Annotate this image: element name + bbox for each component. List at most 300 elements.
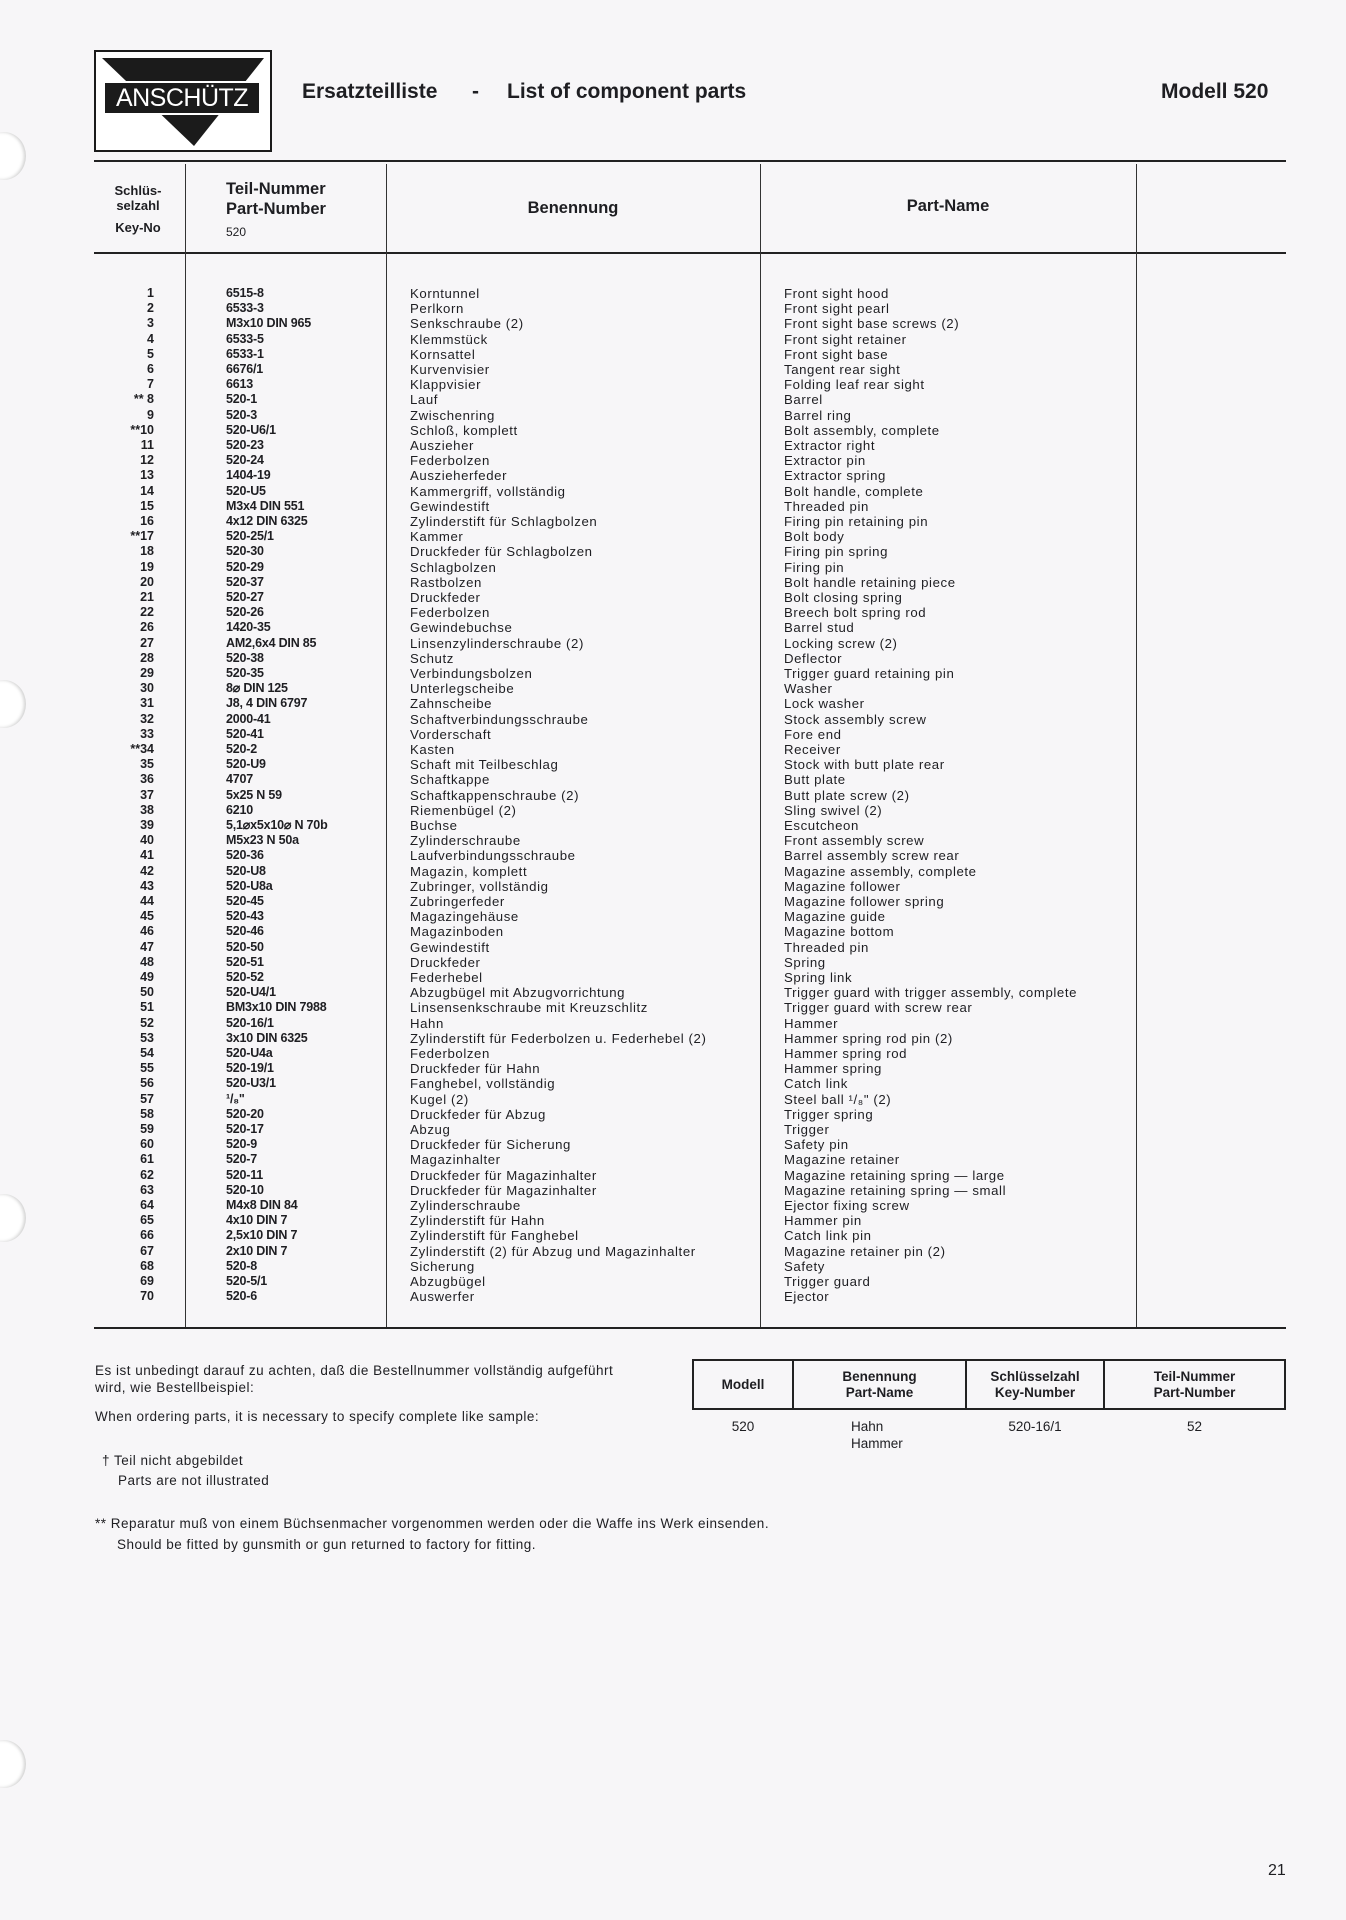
table-row (0, 651, 1346, 666)
row-key: 18 (140, 544, 154, 559)
page-number: 21 (1268, 1862, 1286, 1879)
table-row (0, 332, 1346, 347)
row-part-number: 520-19/1 (226, 1061, 274, 1076)
row-benennung: Klemmstück (410, 331, 488, 347)
row-part-number: 520-24 (226, 453, 264, 468)
row-benennung: Federhebel (410, 970, 483, 985)
row-benennung: Perlkorn (410, 301, 464, 317)
table-row (0, 468, 1346, 483)
row-part-number: 520-U6/1 (226, 422, 276, 437)
order-note-de: Es ist unbedingt darauf zu achten, daß die Bestellnummer vollständig aufgeführt wird, wie Bestellbeispiel: (95, 1363, 614, 1395)
row-part-number: 5,1⌀x5x10⌀ N 70b (226, 818, 328, 832)
table-row (0, 1183, 1346, 1198)
row-key: 64 (140, 1198, 154, 1212)
row-part-number: 520-35 (226, 666, 264, 680)
table-row (0, 1000, 1346, 1015)
table-row (0, 848, 1346, 863)
row-part-name: Safety pin (784, 1137, 849, 1153)
row-part-name: Front sight base screws (2) (784, 316, 960, 332)
row-part-name: Catch link (784, 1076, 848, 1092)
row-key: 15 (140, 498, 154, 513)
logo-text: ANSCHÜTZ (115, 84, 249, 112)
row-key: 32 (140, 711, 154, 726)
row-benennung: Schaftkappe (410, 772, 490, 788)
row-key: 38 (140, 802, 154, 817)
row-part-number: 520-8 (226, 1258, 257, 1273)
table-row (0, 286, 1346, 301)
sample-header-benennung (793, 1360, 966, 1409)
row-key: 48 (140, 954, 154, 969)
table-row (0, 1046, 1346, 1061)
row-part-name: Hammer spring (784, 1061, 882, 1077)
title-en: List of component parts (507, 80, 747, 103)
row-part-number: 520-51 (226, 954, 264, 969)
row-key: 69 (140, 1274, 154, 1288)
row-key: 36 (140, 772, 154, 787)
row-part-name: Firing pin spring (784, 544, 889, 560)
row-part-number: 520-10 (226, 1182, 264, 1197)
row-part-name: Bolt body (784, 529, 845, 545)
row-part-number: 1420-35 (226, 620, 271, 635)
row-benennung: Schaft mit Teilbeschlag (410, 757, 559, 773)
row-key: 19 (140, 559, 154, 574)
sample-modell: 520 (731, 1419, 755, 1434)
row-part-name: Butt plate screw (2) (784, 787, 910, 803)
row-key: 58 (140, 1106, 154, 1121)
row-benennung: Lauf (410, 392, 439, 408)
row-benennung: Gewindestift (410, 939, 490, 955)
row-benennung: Korntunnel (410, 286, 480, 301)
table-row (0, 985, 1346, 1000)
row-part-number: 520-9 (226, 1137, 257, 1152)
sample-header-key-en: Key-Number (994, 1384, 1076, 1400)
row-benennung: Druckfeder (410, 954, 481, 970)
row-part-name: Lock washer (784, 696, 865, 712)
row-benennung: Buchse (410, 818, 458, 833)
binder-hole (0, 132, 26, 180)
row-key: 57 (140, 1091, 154, 1106)
row-key: 2 (147, 301, 154, 316)
row-key: 60 (140, 1137, 154, 1152)
row-benennung: Sicherung (410, 1258, 475, 1274)
table-row (0, 529, 1346, 544)
table-row (0, 1213, 1346, 1228)
row-key: ** 8 (133, 392, 154, 407)
row-benennung: Auszieherfeder (410, 468, 508, 484)
table-row (0, 484, 1346, 499)
row-part-name: Breech bolt spring rod (784, 605, 927, 621)
table-row (0, 636, 1346, 651)
row-part-number: 8⌀ DIN 125 (226, 681, 288, 696)
row-key: 63 (140, 1182, 154, 1197)
row-part-number: 520-37 (226, 574, 264, 589)
row-part-number: 520-6 (226, 1289, 257, 1304)
row-part-name: Steel ball ¹/₈" (2) (784, 1091, 892, 1107)
row-part-name: Stock assembly screw (784, 711, 927, 727)
row-key: 39 (140, 818, 154, 832)
row-part-name: Threaded pin (784, 498, 869, 514)
row-benennung: Abzug (410, 1122, 451, 1137)
row-part-number: 5x25 N 59 (226, 787, 282, 802)
row-part-name: Barrel stud (784, 620, 855, 636)
row-key: 9 (147, 407, 154, 422)
row-part-number: M5x23 N 50a (226, 833, 299, 848)
table-row (0, 757, 1346, 772)
row-benennung: Schutz (410, 650, 454, 666)
row-benennung: Schaftkappenschraube (2) (410, 787, 580, 803)
table-row (0, 833, 1346, 848)
row-part-number: 6533-3 (226, 301, 264, 316)
model-label: Modell 520 (1161, 80, 1269, 103)
row-part-name: Magazine guide (784, 909, 886, 925)
sample-header-benennung-de: Benennung (842, 1368, 917, 1384)
row-key: 22 (140, 605, 154, 620)
row-part-name: Magazine bottom (784, 924, 895, 940)
row-benennung: Vorderschaft (410, 726, 492, 742)
col-partname: Part-Name (906, 197, 990, 215)
row-part-number: 2x10 DIN 7 (226, 1243, 288, 1258)
row-key: 37 (140, 787, 154, 802)
table-row (0, 955, 1346, 970)
table-row (0, 1137, 1346, 1152)
table-row (0, 1107, 1346, 1122)
column-header-rule (94, 252, 1286, 254)
row-part-number: 6533-5 (226, 331, 264, 346)
row-part-number: M4x8 DIN 84 (226, 1198, 298, 1212)
row-part-number: M3x10 DIN 965 (226, 316, 311, 331)
row-part-name: Front sight retainer (784, 331, 907, 347)
row-part-number: 520-U8 (226, 863, 266, 878)
row-part-name: Threaded pin (784, 939, 869, 955)
row-key: 50 (140, 985, 154, 1000)
table-row (0, 666, 1346, 681)
row-benennung: Klappvisier (410, 377, 482, 393)
row-part-name: Hammer (784, 1015, 839, 1031)
col-part-sub: 520 (226, 225, 247, 239)
row-part-number: 520-50 (226, 939, 264, 954)
row-part-number: 520-5/1 (226, 1274, 267, 1288)
row-part-number: 520-30 (226, 544, 264, 559)
row-key: 59 (140, 1122, 154, 1136)
row-part-name: Front sight base (784, 346, 889, 362)
row-benennung: Druckfeder für Schlagbolzen (410, 544, 593, 560)
row-part-name: Receiver (784, 742, 841, 757)
table-row (0, 818, 1346, 833)
row-part-number: 6533-1 (226, 346, 264, 361)
row-part-name: Magazine retaining spring — large (784, 1167, 1005, 1183)
table-row (0, 560, 1346, 575)
row-part-name: Hammer pin (784, 1213, 862, 1229)
table-row (0, 1152, 1346, 1167)
table-row (0, 590, 1346, 605)
row-benennung: Laufverbindungsschraube (410, 848, 576, 864)
row-part-number: ¹/₈" (226, 1091, 245, 1106)
row-part-name: Fore end (784, 726, 842, 742)
table-row (0, 1076, 1346, 1091)
sample-header-part (1104, 1360, 1285, 1409)
sample-benennung-cell (793, 1409, 966, 1453)
row-part-number: 520-U4/1 (226, 985, 276, 1000)
row-benennung: Zylinderstift für Fanghebel (410, 1228, 579, 1244)
row-key: 53 (140, 1030, 154, 1045)
row-key: 28 (140, 650, 154, 665)
row-benennung: Kammergriff, vollständig (410, 483, 566, 499)
row-part-name: Stock with butt plate rear (784, 757, 945, 773)
row-key: 40 (140, 833, 154, 848)
table-row (0, 1122, 1346, 1137)
row-benennung: Kornsattel (410, 346, 476, 362)
binder-hole (0, 1740, 26, 1788)
row-benennung: Kugel (2) (410, 1091, 469, 1107)
table-row (0, 727, 1346, 742)
table-row (0, 803, 1346, 818)
table-row (0, 879, 1346, 894)
row-part-name: Folding leaf rear sight (784, 377, 925, 393)
row-key: 55 (140, 1061, 154, 1076)
row-key: 65 (140, 1213, 154, 1228)
row-part-number: 520-20 (226, 1106, 264, 1121)
row-part-number: M3x4 DIN 551 (226, 498, 305, 513)
table-row (0, 423, 1346, 438)
row-part-number: 2,5x10 DIN 7 (226, 1228, 298, 1243)
table-row (0, 1228, 1346, 1243)
table-row (0, 1244, 1346, 1259)
row-part-name: Trigger spring (784, 1106, 874, 1122)
row-benennung: Gewindestift (410, 498, 490, 514)
row-part-number: 2000-41 (226, 711, 271, 726)
row-key: 31 (140, 696, 154, 711)
row-part-name: Trigger (784, 1122, 830, 1137)
table-row (0, 1259, 1346, 1274)
row-part-name: Locking screw (2) (784, 635, 898, 651)
table-row (0, 681, 1346, 696)
row-key: 45 (140, 909, 154, 924)
row-part-number: 520-25/1 (226, 529, 274, 544)
table-row (0, 909, 1346, 924)
table-row (0, 924, 1346, 939)
row-benennung: Fanghebel, vollständig (410, 1076, 556, 1092)
row-benennung: Zubringerfeder (410, 894, 505, 909)
table-row (0, 772, 1346, 787)
row-part-name: Barrel assembly screw rear (784, 848, 960, 864)
row-benennung: Schaftverbindungsschraube (410, 711, 589, 727)
row-part-number: 6613 (226, 377, 254, 392)
row-part-number: 4x12 DIN 6325 (226, 514, 308, 528)
row-key: 46 (140, 924, 154, 939)
row-part-name: Magazine retaining spring — small (784, 1182, 1007, 1198)
row-part-name: Bolt assembly, complete (784, 422, 940, 438)
row-part-number: 520-U4a (226, 1046, 273, 1060)
anschutz-logo (94, 50, 272, 152)
row-key: 35 (140, 757, 154, 772)
table-row (0, 301, 1346, 316)
row-part-number: 520-2 (226, 742, 257, 756)
table-row (0, 605, 1346, 620)
row-part-name: Deflector (784, 650, 843, 666)
row-part-number: 520-23 (226, 438, 264, 452)
row-key: 6 (147, 362, 154, 376)
row-key: **34 (130, 742, 154, 756)
row-part-number: 520-7 (226, 1152, 257, 1167)
row-part-name: Trigger guard (784, 1274, 871, 1289)
row-part-number: 520-3 (226, 407, 257, 422)
row-key: 11 (140, 438, 154, 452)
row-part-name: Butt plate (784, 772, 846, 788)
table-row (0, 1092, 1346, 1107)
col-benennung: Benennung (527, 199, 619, 217)
table-row (0, 742, 1346, 757)
table-row (0, 453, 1346, 468)
sample-order-table (692, 1359, 1286, 1453)
row-key: 27 (140, 635, 154, 650)
row-key: **17 (130, 529, 154, 544)
row-key: **10 (130, 422, 154, 437)
row-part-name: Tangent rear sight (784, 362, 901, 377)
row-part-number: BM3x10 DIN 7988 (226, 1000, 327, 1015)
table-row (0, 347, 1346, 362)
row-benennung: Kasten (410, 742, 455, 757)
row-benennung: Federbolzen (410, 605, 490, 621)
row-part-name: Trigger guard retaining pin (784, 666, 955, 681)
not-illustrated-en: Parts are not illustrated (118, 1473, 270, 1488)
table-row (0, 544, 1346, 559)
row-part-name: Hammer spring rod (784, 1046, 908, 1061)
not-illustrated-de: † Teil nicht abgebildet (102, 1453, 244, 1468)
table-row (0, 316, 1346, 331)
row-key: 33 (140, 726, 154, 741)
row-key: 20 (140, 574, 154, 589)
row-key: 12 (140, 453, 154, 468)
row-benennung: Zylinderstift für Federbolzen u. Federhebel (2) (410, 1030, 707, 1046)
row-key: 70 (140, 1289, 154, 1304)
row-part-name: Front sight hood (784, 286, 889, 301)
table-row (0, 940, 1346, 955)
order-note-en: When ordering parts, it is necessary to specify complete like sample: (95, 1409, 540, 1424)
row-part-number: 520-36 (226, 848, 264, 863)
row-benennung: Verbindungsbolzen (410, 666, 533, 681)
row-key: 62 (140, 1167, 154, 1182)
col-part-de: Teil-Nummer (226, 180, 326, 198)
row-part-name: Magazine follower (784, 878, 901, 894)
row-benennung: Schlagbolzen (410, 559, 497, 575)
row-part-number: 520-52 (226, 970, 264, 984)
table-row (0, 1274, 1346, 1289)
row-part-number: 520-17 (226, 1122, 264, 1136)
col-key-en: Key-No (115, 220, 161, 235)
row-part-number: 4707 (226, 772, 254, 787)
row-part-name: Washer (784, 681, 833, 697)
row-benennung: Druckfeder für Hahn (410, 1061, 541, 1077)
row-benennung: Magazinhalter (410, 1152, 501, 1168)
row-benennung: Senkschraube (2) (410, 316, 524, 332)
table-row (0, 1198, 1346, 1213)
row-benennung: Auszieher (410, 438, 475, 453)
row-key: 67 (140, 1243, 154, 1258)
row-benennung: Druckfeder für Magazinhalter (410, 1167, 597, 1183)
row-benennung: Auswerfer (410, 1289, 475, 1305)
row-part-number: 520-U9 (226, 757, 266, 772)
row-key: 51 (140, 1000, 154, 1015)
row-part-name: Safety (784, 1258, 825, 1274)
row-key: 7 (147, 377, 154, 392)
row-benennung: Abzugbügel (410, 1274, 486, 1289)
row-key: 4 (147, 331, 154, 346)
table-row (0, 1168, 1346, 1183)
title-de: Ersatzteilliste (302, 80, 438, 103)
row-part-name: Firing pin retaining pin (784, 514, 929, 529)
row-part-name: Barrel (784, 392, 823, 408)
row-key: 54 (140, 1046, 154, 1060)
table-row (0, 1016, 1346, 1031)
row-benennung: Zylinderstift (2) für Abzug und Magazinhalter (410, 1243, 696, 1259)
row-benennung: Federbolzen (410, 453, 490, 469)
row-part-name: Front sight pearl (784, 301, 890, 317)
row-part-name: Ejector (784, 1289, 830, 1305)
row-key: 43 (140, 878, 154, 893)
row-part-number: 6515-8 (226, 286, 264, 300)
row-key: 21 (140, 590, 154, 604)
row-part-name: Hammer spring rod pin (2) (784, 1030, 953, 1046)
table-row (0, 362, 1346, 377)
row-part-name: Firing pin (784, 559, 845, 575)
row-benennung: Magazinboden (410, 924, 504, 940)
row-key: 56 (140, 1076, 154, 1091)
row-benennung: Zylinderstift für Schlagbolzen (410, 514, 598, 529)
table-row (0, 377, 1346, 392)
row-key: 29 (140, 666, 154, 680)
row-key: 5 (147, 346, 154, 361)
table-row (0, 1031, 1346, 1046)
row-part-name: Bolt closing spring (784, 590, 903, 605)
table-bottom-rule (94, 1327, 1286, 1329)
table-row (0, 438, 1346, 453)
row-part-number: 520-41 (226, 726, 264, 741)
row-benennung: Zylinderschraube (410, 833, 521, 849)
sample-header-key-de: Schlüsselzahl (990, 1368, 1080, 1384)
row-part-number: 520-U8a (226, 878, 273, 893)
row-benennung: Druckfeder für Abzug (410, 1106, 546, 1122)
row-part-number: 520-26 (226, 605, 264, 620)
row-benennung: Druckfeder für Magazinhalter (410, 1182, 597, 1198)
sample-header-part-de: Teil-Nummer (1153, 1368, 1236, 1384)
row-part-name: Trigger guard with trigger assembly, complete (784, 985, 1078, 1001)
table-row (0, 514, 1346, 529)
row-key: 16 (140, 514, 154, 528)
row-part-name: Catch link pin (784, 1228, 872, 1244)
sample-header-key (966, 1360, 1104, 1409)
row-key: 13 (140, 468, 154, 483)
row-key: 47 (140, 939, 154, 954)
row-benennung: Federbolzen (410, 1046, 490, 1061)
repair-note-en: Should be fitted by gunsmith or gun returned to factory for fitting. (117, 1537, 536, 1552)
row-part-number: 520-U5 (226, 483, 266, 498)
row-part-name: Spring (784, 954, 826, 970)
row-benennung: Kurvenvisier (410, 362, 490, 377)
row-part-number: 520-45 (226, 894, 264, 908)
table-row (0, 408, 1346, 423)
header-rule (94, 160, 1286, 162)
row-benennung: Magazin, komplett (410, 863, 528, 879)
row-part-number: AM2,6x4 DIN 85 (226, 635, 317, 650)
row-part-name: Barrel ring (784, 407, 852, 423)
row-part-number: 520-16/1 (226, 1015, 274, 1030)
table-row (0, 696, 1346, 711)
table-row (0, 575, 1346, 590)
row-part-number: 520-43 (226, 909, 264, 924)
row-part-name: Extractor right (784, 438, 876, 453)
row-part-number: 520-29 (226, 559, 264, 574)
row-key: 61 (140, 1152, 154, 1167)
